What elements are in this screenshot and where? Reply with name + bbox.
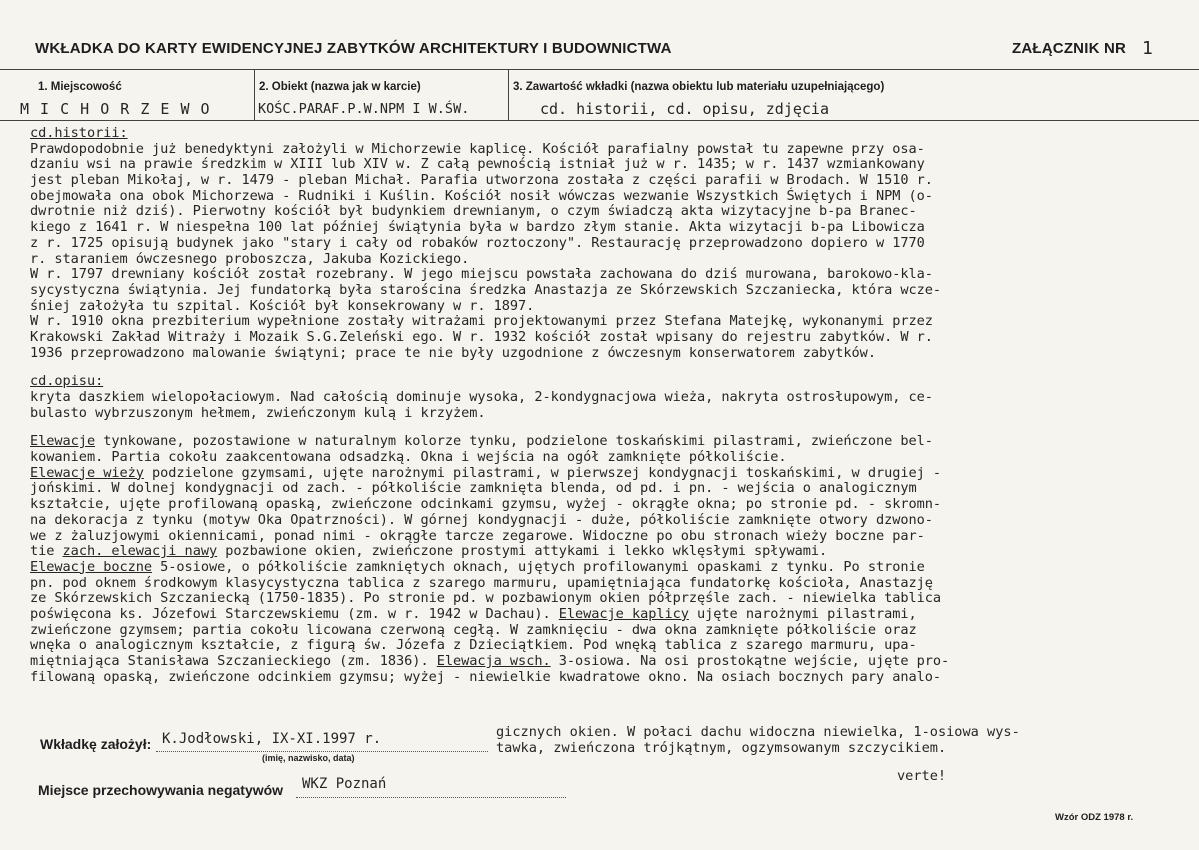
- contents-label: 3. Zawartość wkładki (nazwa obiektu lub materiału uzupełniającego): [513, 81, 885, 93]
- tower-label: Elewacje wieży: [30, 464, 144, 481]
- form-title: WKŁADKA DO KARTY EWIDENCYJNEJ ZABYTKÓW ARCHITEKTURY I BUDOWNICTWA: [35, 40, 672, 57]
- history-line: W r. 1910 okna prezbiterium wypełnione zostały witrażami projektowanymi przez Stefana Matejkę, wykonanymi przez: [30, 313, 933, 330]
- history-line: sycystyczna świątynia. Jej fundatorką była starościna średzka Anastazja ze Skórzewskich Szczaniecka, która wcze-: [30, 281, 942, 298]
- history-line: dzaniu wsi na prawie średzkim w XIII lub XIV w. Z całą pewnością istniał już w r. 1435; w r. 1437 wzmiankowany: [30, 156, 925, 173]
- tail-line: gicznych okien. W połaci dachu widoczna niewielka, 1-osiowa wys-: [496, 724, 1020, 740]
- description-heading: cd.opisu:: [30, 373, 104, 390]
- history-line: dwrotnie niż dziś). Pierwotny kościół był budynkiem drewnianym, o czym świadczą akta wizytacyjne b-pa Branec-: [30, 203, 917, 220]
- history-line: Krakowski Zakład Witraży i Mozaik S.G.Zeleński ego. W r. 1932 kościół został wpisany do rejestru zabytków. W r.: [30, 328, 933, 345]
- verte-note: verte!: [897, 768, 947, 784]
- description-intro: [30, 390, 1190, 421]
- history-line: kiego z 1641 r. W niespełna 100 lat później świątynia była w bardzo złym stanie. Akta wizytacji b-pa Libowicza: [30, 219, 925, 236]
- field-separator: [254, 69, 255, 120]
- history-line: Prawdopodobnie już benedyktyni założyli w Michorzewie kaplicę. Kościół parafialny powstał tu zapewne przy osa-: [30, 140, 925, 157]
- fields-divider: [0, 120, 1199, 121]
- history-line: W r. 1797 drewniany kościół został rozebrany. W jego miejscu powstała zachowana do dziś murowana, barokowo-kla-: [30, 266, 933, 283]
- author-line: [156, 751, 488, 752]
- field-separator: [508, 69, 509, 120]
- locality-value: M I C H O R Z E W O: [20, 100, 211, 118]
- description-line: kryta daszkiem wielopołaciowym. Nad całością dominuje wysoka, 2-kondygnacjowa wieża, nakryta ostrosłupowym, ce-: [30, 389, 933, 405]
- attachment-label: ZAŁĄCZNIK NR: [1012, 40, 1127, 57]
- description-line: bulasto wybrzuszonym hełmem, zwieńczonym kulą i krzyżem.: [30, 404, 486, 421]
- chapel-label: Elewacje kaplicy: [558, 605, 689, 622]
- header-divider: [0, 69, 1199, 70]
- history-line: obejmowała ona obok Michorzewa - Rudniki i Kuślin. Kościół nosił wówczas wezwanie Wszystkich Świętych i NPM (o-: [30, 187, 933, 204]
- elevations-label: Elewacje: [30, 433, 96, 450]
- author-label: Wkładkę założył:: [40, 736, 152, 752]
- attachment-number: 1: [1142, 38, 1153, 59]
- form-code: Wzór ODZ 1978 r.: [1055, 812, 1134, 823]
- author-sublabel: (imię, nazwisko, data): [262, 753, 355, 763]
- object-label: 2. Obiekt (nazwa jak w karcie): [259, 81, 421, 93]
- history-line: jest pleban Mikołaj, w r. 1479 - pleban Michał. Parafia utworzona została z części parafii w Brodach. W 1510 r.: [30, 172, 933, 189]
- east-label: Elewacja wsch.: [436, 653, 551, 669]
- side-label: Elewacje boczne: [30, 558, 153, 575]
- history-line: r. staraniem ówczesnego proboszcza, Jakuba Kozickiego.: [30, 250, 470, 267]
- nave-label: zach. elewacji nawy: [62, 543, 218, 560]
- history-line: z r. 1725 opisują budynek jako "stary i cały od robaków roztoczony". Restaurację przeprowadzono dopiero w 1770: [30, 234, 925, 251]
- paragraph-tower: Elewacje wieży podzielone gzymsami, ujęte narożnymi pilastrami, w pierwszej kondygnacji toskańskimi, w drugiej -: [30, 464, 942, 481]
- paragraph-elevations: Elewacje tynkowane, pozostawione w naturalnym kolorze tynku, podzielone toskańskimi pilastrami, zwieńczone bel-: [30, 433, 933, 450]
- paragraph-side: Elewacje boczne 5-osiowe, o półkoliście zamkniętych oknach, ujętych profilowanymi opaskami z tynku. Po stronie: [30, 558, 925, 575]
- history-heading: cd.historii:: [30, 125, 128, 141]
- typed-body: cd.historii: Prawdopodobnie już benedyktyni założyli w Michorzewie kaplicę. Kościół parafialny powstał tu zapewne przy osa- dzaniu wsi na prawie średzkim w XIII lub XIV w. Z całą pewnością istniał już w r. 1435; w r. 1437 wzmiankowany jest pleban Mikołaj, w r. 1479 - pleban Michał. Parafia utworzona została z części parafii w Brodach. W 1510 r. obejmowała ona obok Michorzewa - Rudniki i Kuślin. Kościół nosił wówczas wezwanie Wszystkich Świętych i NPM (o- dwrotnie niż dziś). Pierwotny kościół był budynkiem drewnianym, o czym świadczą akta wizytacyjne b-pa Branec- kiego z 1641 r. W niespełna 100 lat później świątynia była w bardzo złym stanie. Akta wizytacji b-pa Libowicza z r. 1725 opisują budynek jako "stary i cały od robaków roztoczony". Restaurację przeprowadzono dopiero w 1770 r. staraniem ówczesnego proboszcza, Jakuba Kozickiego. W r. 1797 drewniany kościół został rozebrany. W jego miejscu powstała zachowana do dziś murowana, barokowo-kla- sycystyczna świątynia. Jej fundatorką była starościna średzka Anastazja ze Skórzewskich Szczaniecka, która wcze- śniej założyła tu szpital. Kościół był konsekrowany w r. 1897. W r. 1910 okna prezbiterium wypełnione zostały witrażami projektowanymi przez Stefana Matejkę, wykonanymi przez Krakowski Zakład Witraży i Mozaik S.G.Zeleński ego. W r. 1932 kościół został wpisany do rejestru zabytków. W r. 1936 przeprowadzono malowanie świątyni; prace te nie były uzgodnione z ówczesnym konserwatorem zabytków. cd.opisu: kryta daszkiem wielopołaciowym. Nad całością dominuje wysoka, 2-kondygnacjowa wieża, nakryta ostrosłupowym, ce- bulasto wybrzuszonym hełmem, zwieńczonym kulą i krzyżem. Elewacje tynkowane, pozostawione w naturalnym kolorze tynku, podzielone toskańskimi pilastrami, zwieńczone bel- kowaniem. Partia cokołu zaakcentowana odsadzką. Okna i wejścia na ogół zamknięte półkoliście. Elewacje wieży podzielone gzymsami, ujęte narożnymi pilastrami, w pierwszej kondygnacji toskańskimi, w drugiej - jońskimi. W dolnej kondygnacji od zach. - półkoliście zamknięta blenda, od pd. i pn. - wejścia o analogicznym kształcie, ujęte profilowaną opaską, zwieńczone odcinkami gzymsu, wyżej - okrągłe okna; po stronie pd. - skromn- na dekoracja z tynku (motyw Oka Opatrzności). W górnej kondygnacji - duże, półkoliście zamknięte otwory dzwono- we z żaluzjowymi okiennicami, ponad nimi - okrągłe tarcze zegarowe. Widoczne po obu stronach wieży boczne par- tie zach. elewacji nawy pozbawione okien, zwieńczone prostymi attykami i lekko wklęsłymi spływami. Elewacje boczne 5-osiowe, o półkoliście zamkniętych oknach, ujętych profilowanymi opaskami z tynku. Po stronie pn. pod oknem środkowym klasycystyczna tablica z szarego marmuru, upamiętniająca fundatorkę kościoła, Anastazję ze Skórzewskich Szczaniecką (1750-1835). Po stronie pd. w pozbawionym okien półprzęśle zach. - niewielka tablica poświęcona ks. Józefowi Starczewskiemu (zm. w r. 1942 w Dachau). Elewacje kaplicy ujęte narożnymi pilastrami, zwieńczone gzymsem; partia cokołu licowana czerwoną cegłą. W zamknięciu - dwa okna zamknięte półkoliście oraz wnęka o analogicznym kształcie, z figurą św. Józefa z Dzieciątkiem. Pod wnęką tablica z szarego marmuru, upa- miętniająca Stanisława Szczanieckiego (zm. 1836). Elewacja wsch. 3-osiowa. Na osi prostokątne wejście, ujęte pro- filowaną opaską, zwieńczone odcinkiem gzymsu; wyżej - niewielkie kwadratowe okno. Na osiach bocznych pary analo-: [30, 126, 1190, 685]
- contents-value: cd. historii, cd. opisu, zdjęcia: [540, 100, 829, 118]
- history-line: 1936 przeprowadzono malowanie świątyni; prace te nie były uzgodnione z ówczesnym konserwatorem zabytków.: [30, 344, 876, 361]
- author-value: K.Jodłowski, IX-XI.1997 r.: [162, 731, 382, 747]
- history-text: [30, 142, 1190, 362]
- object-value: KOŚC.PARAF.P.W.NPM I W.ŚW.: [258, 101, 470, 117]
- negatives-value: WKZ Poznań: [302, 776, 387, 792]
- locality-label: 1. Miejscowość: [38, 81, 122, 93]
- history-line: śniej założyła tu szpital. Kościół był konsekrowany w r. 1897.: [30, 297, 535, 314]
- negatives-line: [296, 797, 566, 798]
- negatives-label: Miejsce przechowywania negatywów: [38, 782, 284, 798]
- tail-line: tawka, zwieńczona trójkątnym, ogzymsowanym szczycikiem.: [496, 740, 947, 756]
